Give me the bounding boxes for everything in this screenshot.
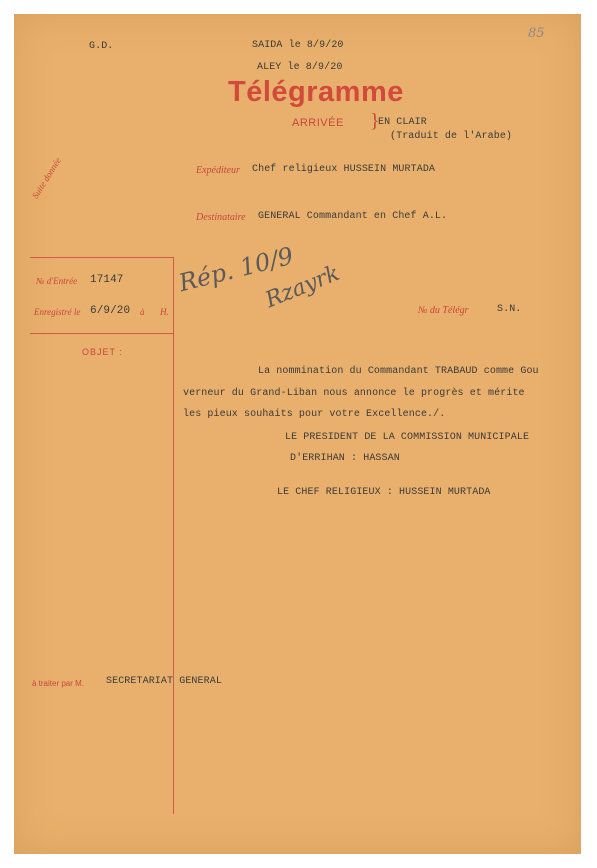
origin-line-1: SAIDA le 8/9/20	[252, 40, 344, 51]
body-line-3: les pieux souhaits pour votre Excellence./.	[183, 409, 446, 420]
body-line-2: verneur du Grand-Liban nous annonce le progrès et mérite	[183, 388, 525, 399]
suite-donnee-label: Suite donnée	[30, 155, 63, 201]
destinataire-value: GENERAL Commandant en Chef A.L.	[258, 211, 448, 222]
a-label: à	[140, 307, 145, 317]
destinataire-label: Destinataire	[196, 212, 246, 223]
a-traiter-value: SECRETARIAT GENERAL	[106, 676, 222, 687]
objet-label: OBJET :	[82, 347, 123, 357]
expediteur-value: Chef religieux HUSSEIN MURTADA	[252, 164, 436, 175]
bracket-mark: }	[370, 110, 380, 132]
signatory-line-3: LE CHEF RELIGIEUX : HUSSEIN MURTADA	[277, 487, 491, 498]
origin-line-2: ALEY le 8/9/20	[257, 62, 343, 73]
signatory-line-2: D'ERRIHAN : HASSAN	[290, 453, 400, 464]
page-title: Télégramme	[228, 76, 404, 108]
traduit-label: (Traduit de l'Arabe)	[390, 131, 513, 142]
enregistre-value: 6/9/20	[90, 305, 131, 317]
no-entree-value: 17147	[90, 274, 124, 286]
enregistre-label: Enregistré le	[34, 307, 81, 317]
margin-box-top-line	[30, 257, 173, 258]
en-clair-label: EN CLAIR	[378, 117, 427, 128]
handwritten-signature: Rzayrk	[262, 260, 344, 314]
gd-mark: G.D.	[89, 41, 114, 52]
body-line-1: La nommination du Commandant TRABAUD comme Gou	[258, 366, 539, 377]
margin-vertical-rule	[173, 257, 174, 814]
no-entree-label: № d'Entrée	[36, 276, 78, 286]
arrivee-label: ARRIVÉE	[292, 117, 344, 129]
margin-box-divider	[30, 333, 173, 334]
no-teleg-value: S.N.	[497, 304, 522, 315]
no-teleg-label: № du Télégr	[418, 305, 469, 316]
signatory-line-1: LE PRESIDENT DE LA COMMISSION MUNICIPALE	[285, 432, 530, 443]
archive-mark: 85	[528, 26, 545, 41]
expediteur-label: Expéditeur	[196, 165, 240, 176]
handwritten-reply-note: Rép. 10/9	[176, 241, 297, 298]
h-label: H.	[160, 307, 169, 317]
a-traiter-label: à traiter par M.	[32, 679, 85, 688]
